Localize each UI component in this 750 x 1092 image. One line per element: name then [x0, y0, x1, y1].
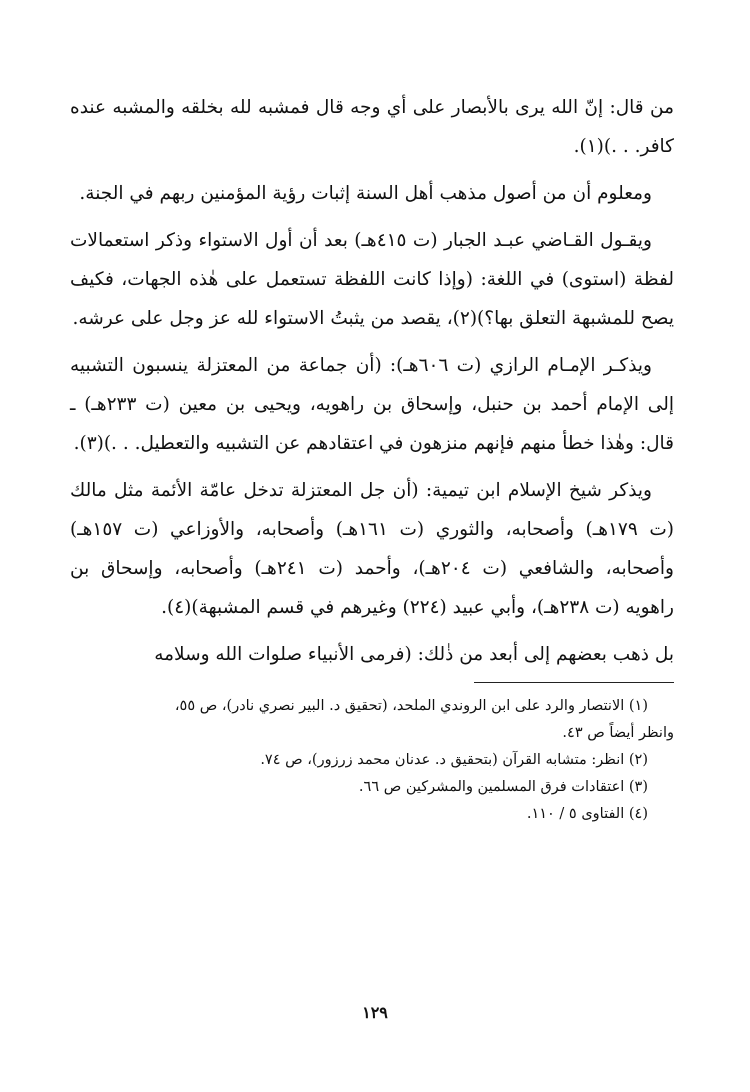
- footnotes: [70, 693, 674, 828]
- footnote-2: (٢) انظر: متشابه القرآن (بتحقيق د. عدنان محمد زرزور)، ص ٧٤.: [260, 752, 648, 768]
- page-number: ١٢٩: [362, 1003, 388, 1022]
- main-text: [70, 88, 674, 674]
- footnote-3: (٣) اعتقادات فرق المسلمين والمشركين ص ٦٦.: [358, 779, 648, 795]
- paragraph-3: ويقـول القـاضي عبـد الجبار (ت ٤١٥هـ) بعد أن أول الاستواء وذكر استعمالات لفظة (استوى) في اللغة: (وإذا كانت اللفظة تستعمل على هٰذه الجهات، فكيف يصح للمشبهة التعلق بها؟)(٢)، يقصد من يثبتُ الاستواء لله عز وجل على عرشه.: [70, 230, 674, 329]
- footnote-4: (٤) الفتاوى ٥ / ١١٠.: [526, 806, 648, 822]
- book-page: [70, 88, 674, 1038]
- footnote-1: (١) الانتصار والرد على ابن الروندي الملحد، (تحقيق د. البير نصري نادر)، ص ٥٥،: [174, 698, 648, 714]
- paragraph-1: من قال: إنّ الله يرى بالأبصار على أي وجه قال فمشبه لله بخلقه والمشبه عنده كافر. . .)(١).: [70, 97, 674, 157]
- paragraph-5: ويذكر شيخ الإسلام ابن تيمية: (أن جل المعتزلة تدخل عامّة الأئمة مثل مالك (ت ١٧٩هـ) وأصحابه، والثوري (ت ١٦١هـ) وأصحابه، والأوزاعي (ت ١٥٧هـ) وأصحابه، والشافعي (ت ٢٠٤هـ)، وأحمد (ت ٢٤١هـ) وأصحابه، وإسحاق بن راهويه (ت ٢٣٨هـ)، وأبي عبيد (٢٢٤) وغيرهم في قسم المشبهة)(٤).: [70, 480, 674, 618]
- paragraph-6: بل ذهب بعضهم إلى أبعد من ذٰلك: (فرمى الأنبياء صلوات الله وسلامه: [154, 644, 674, 665]
- footnote-divider: [474, 682, 674, 683]
- paragraph-2: ومعلوم أن من أصول مذهب أهل السنة إثبات رؤية المؤمنين ربهم في الجنة.: [79, 183, 652, 204]
- paragraph-4: ويذكـر الإمـام الرازي (ت ٦٠٦هـ): (أن جماعة من المعتزلة ينسبون التشبيه إلى الإمام أحمد بن حنبل، وإسحاق بن راهويه، ويحيى بن معين (ت ٢٣٣هـ) ـ قال: وهٰذا خطأ منهم فإنهم منزهون في اعتقادهم عن التشبيه والتعطيل. . .)(٣).: [70, 355, 674, 454]
- footnote-1-continued: وانظر أيضاً ص ٤٣.: [562, 725, 674, 741]
